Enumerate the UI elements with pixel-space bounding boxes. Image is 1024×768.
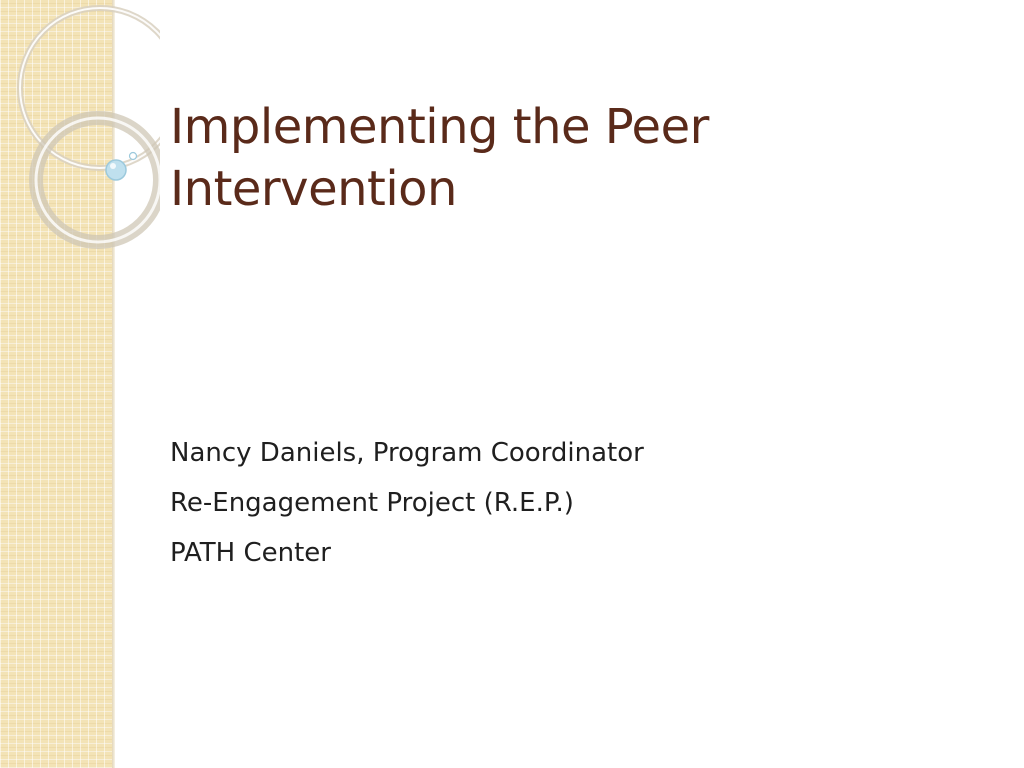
title-line-2: Intervention [170,161,457,217]
title-line-1: Implementing the Peer [170,99,709,155]
small-bubble-icon [130,153,137,160]
bubble-icon [106,160,126,180]
presenter-name: Nancy Daniels, Program Coordinator [170,438,644,468]
slide-title [170,96,950,220]
organization-name: PATH Center [170,538,331,568]
decorative-circles [0,0,160,260]
project-name: Re-Engagement Project (R.E.P.) [170,488,574,518]
slide-subtitle [170,428,950,578]
